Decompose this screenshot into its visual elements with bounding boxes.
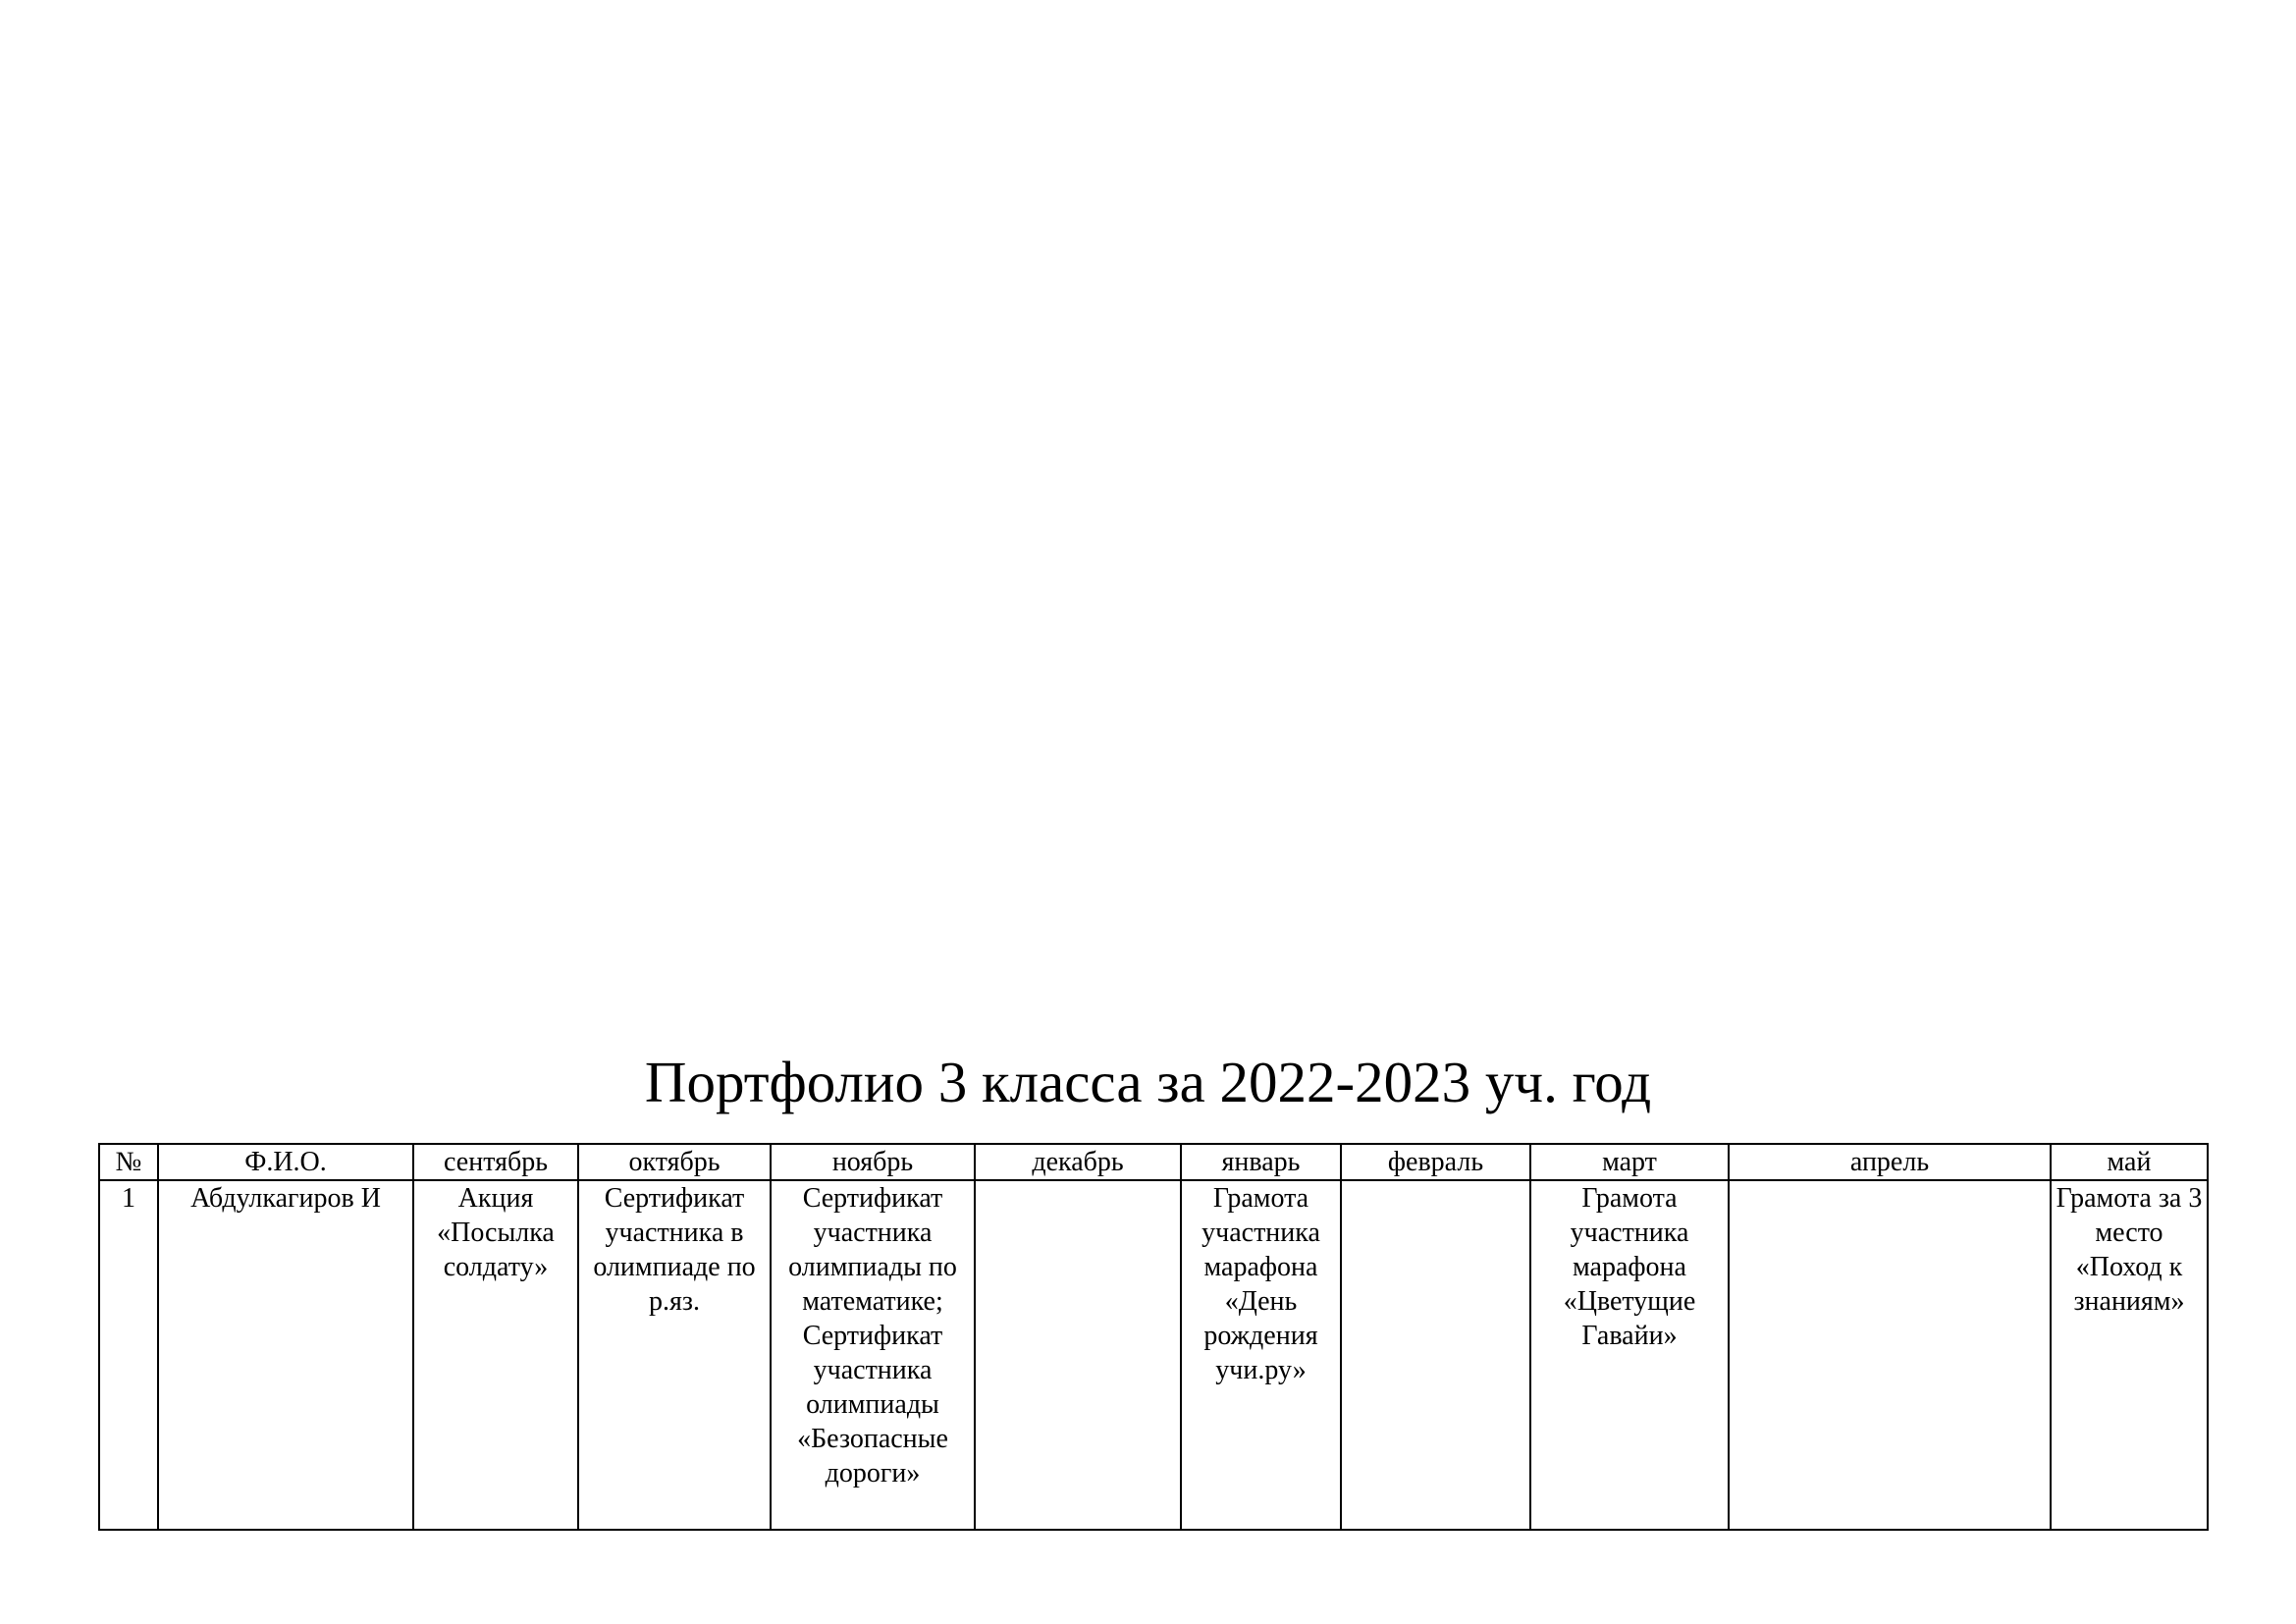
cell-february <box>1341 1180 1530 1530</box>
cell-name: Абдулкагиров И <box>158 1180 413 1530</box>
page-title: Портфолио 3 класса за 2022-2023 уч. год <box>644 1050 1652 1114</box>
cell-october: Сертификат участника в олимпиаде по р.яз. <box>578 1180 771 1530</box>
table-row <box>99 1180 2208 1530</box>
cell-september: Акция «Посылка солдату» <box>413 1180 578 1530</box>
portfolio-table <box>98 1143 2209 1531</box>
header-november: ноябрь <box>771 1144 975 1180</box>
cell-number: 1 <box>99 1180 158 1530</box>
cell-december <box>975 1180 1181 1530</box>
cell-march: Грамота участника марафона «Цветущие Гавайи» <box>1530 1180 1729 1530</box>
cell-may: Грамота за 3 место «Поход к знаниям» <box>2051 1180 2208 1530</box>
header-september: сентябрь <box>413 1144 578 1180</box>
header-march: март <box>1530 1144 1729 1180</box>
header-may: май <box>2051 1144 2208 1180</box>
header-number: № <box>99 1144 158 1180</box>
cell-january: Грамота участника марафона «День рождения учи.ру» <box>1181 1180 1341 1530</box>
cell-april <box>1729 1180 2051 1530</box>
header-january: январь <box>1181 1144 1341 1180</box>
cell-november: Сертификат участника олимпиады по математике; Сертификат участника олимпиады «Безопасные дороги» <box>771 1180 975 1530</box>
table-header-row <box>99 1144 2208 1180</box>
header-october: октябрь <box>578 1144 771 1180</box>
header-name: Ф.И.О. <box>158 1144 413 1180</box>
header-april: апрель <box>1729 1144 2051 1180</box>
header-february: февраль <box>1341 1144 1530 1180</box>
header-december: декабрь <box>975 1144 1181 1180</box>
